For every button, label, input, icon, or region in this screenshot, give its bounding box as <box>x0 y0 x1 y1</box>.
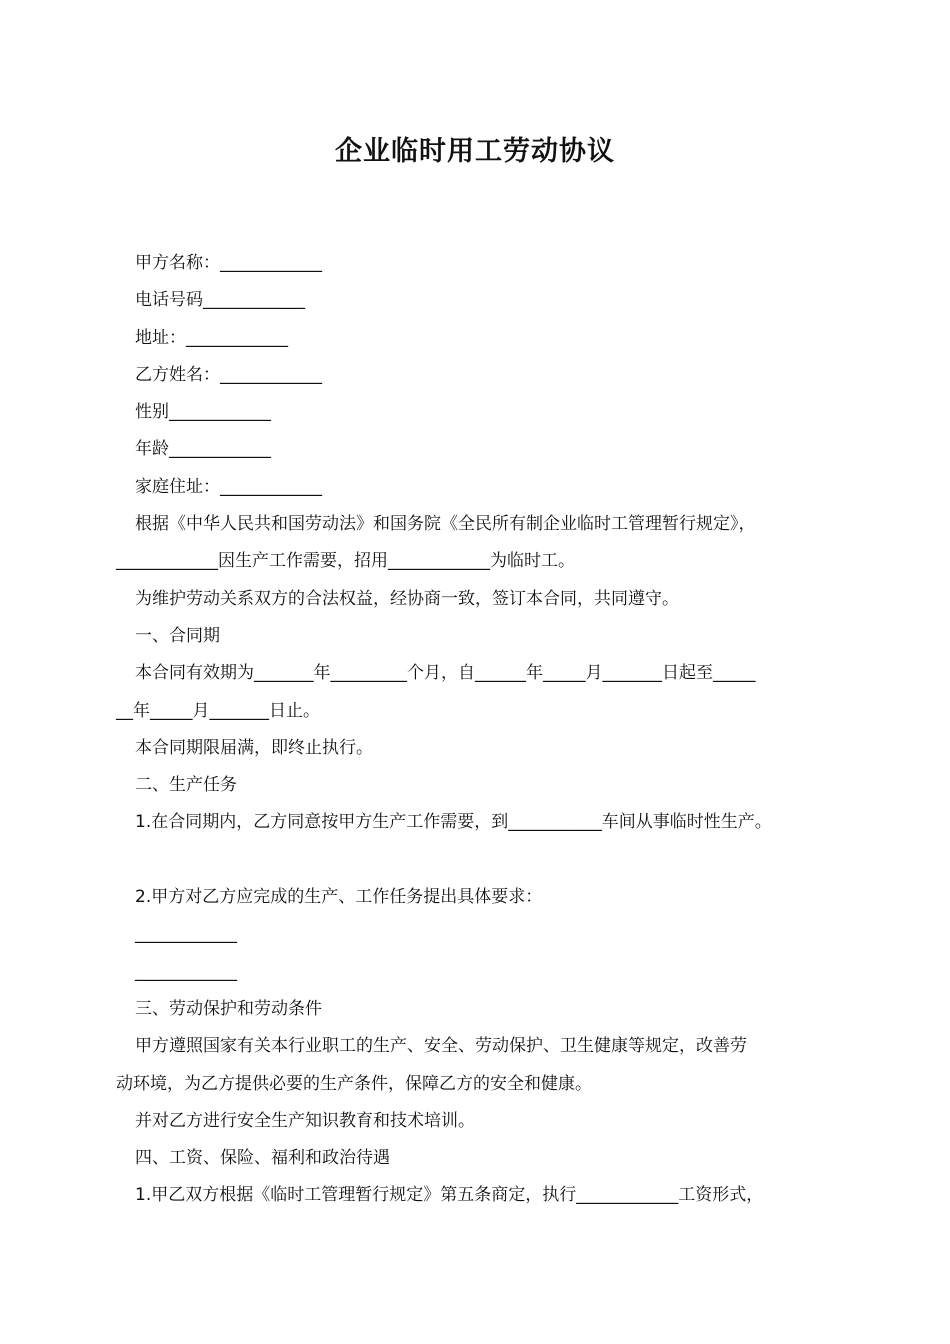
document-body <box>116 245 856 1215</box>
tasks-blank-2: ____________ <box>135 961 237 982</box>
party-a-name-line: 甲方名称：____________ <box>135 253 322 273</box>
section-heading-wages: 四、工资、保险、福利和政治待遇 <box>135 1148 390 1169</box>
age-line: 年龄____________ <box>135 439 271 460</box>
term-line-2: __年_____月_______日止。 <box>116 700 320 721</box>
tasks-blank-1: ____________ <box>135 924 237 945</box>
protection-line-1: 甲方遵照国家有关本行业职工的生产、安全、劳动保护、卫生健康等规定，改善劳 <box>135 1036 747 1057</box>
section-heading-tasks: 二、生产任务 <box>135 775 237 796</box>
section-heading-term: 一、合同期 <box>135 625 220 646</box>
term-line-1: 本合同有效期为_______年_________个月，自______年_____月_______日起至_____ <box>135 663 756 684</box>
gender-line: 性别____________ <box>135 402 271 423</box>
preamble-line-2: ____________因生产工作需要，招用____________为临时工。 <box>116 551 575 572</box>
phone-line: 电话号码____________ <box>135 290 305 311</box>
protection-line-2: 动环境，为乙方提供必要的生产条件，保障乙方的安全和健康。 <box>116 1073 592 1094</box>
protection-line-3: 并对乙方进行安全生产知识教育和技术培训。 <box>135 1110 475 1131</box>
wages-item-1: 1.甲乙双方根据《临时工管理暂行规定》第五条商定，执行____________工资形式， <box>135 1185 764 1206</box>
term-line-3: 本合同期限届满，即终止执行。 <box>135 737 373 758</box>
party-b-name-line: 乙方姓名：____________ <box>135 364 322 385</box>
tasks-item-2: 2.甲方对乙方应完成的生产、工作任务提出具体要求： <box>135 887 543 908</box>
tasks-item-1: 1.在合同期内，乙方同意按甲方生产工作需要，到___________车间从事临时性生产。 <box>135 812 772 833</box>
preamble-line-3: 为维护劳动关系双方的合法权益，经协商一致，签订本合同，共同遵守。 <box>135 588 679 609</box>
home-address-line: 家庭住址：____________ <box>135 476 322 497</box>
address-line: 地址：____________ <box>135 327 288 348</box>
preamble-line-1: 根据《中华人民共和国劳动法》和国务院《全民所有制企业临时工管理暂行规定》， <box>135 514 756 535</box>
document-title: 企业临时用工劳动协议 <box>335 136 615 167</box>
blank-gap <box>116 842 856 879</box>
section-heading-protection: 三、劳动保护和劳动条件 <box>135 998 322 1019</box>
